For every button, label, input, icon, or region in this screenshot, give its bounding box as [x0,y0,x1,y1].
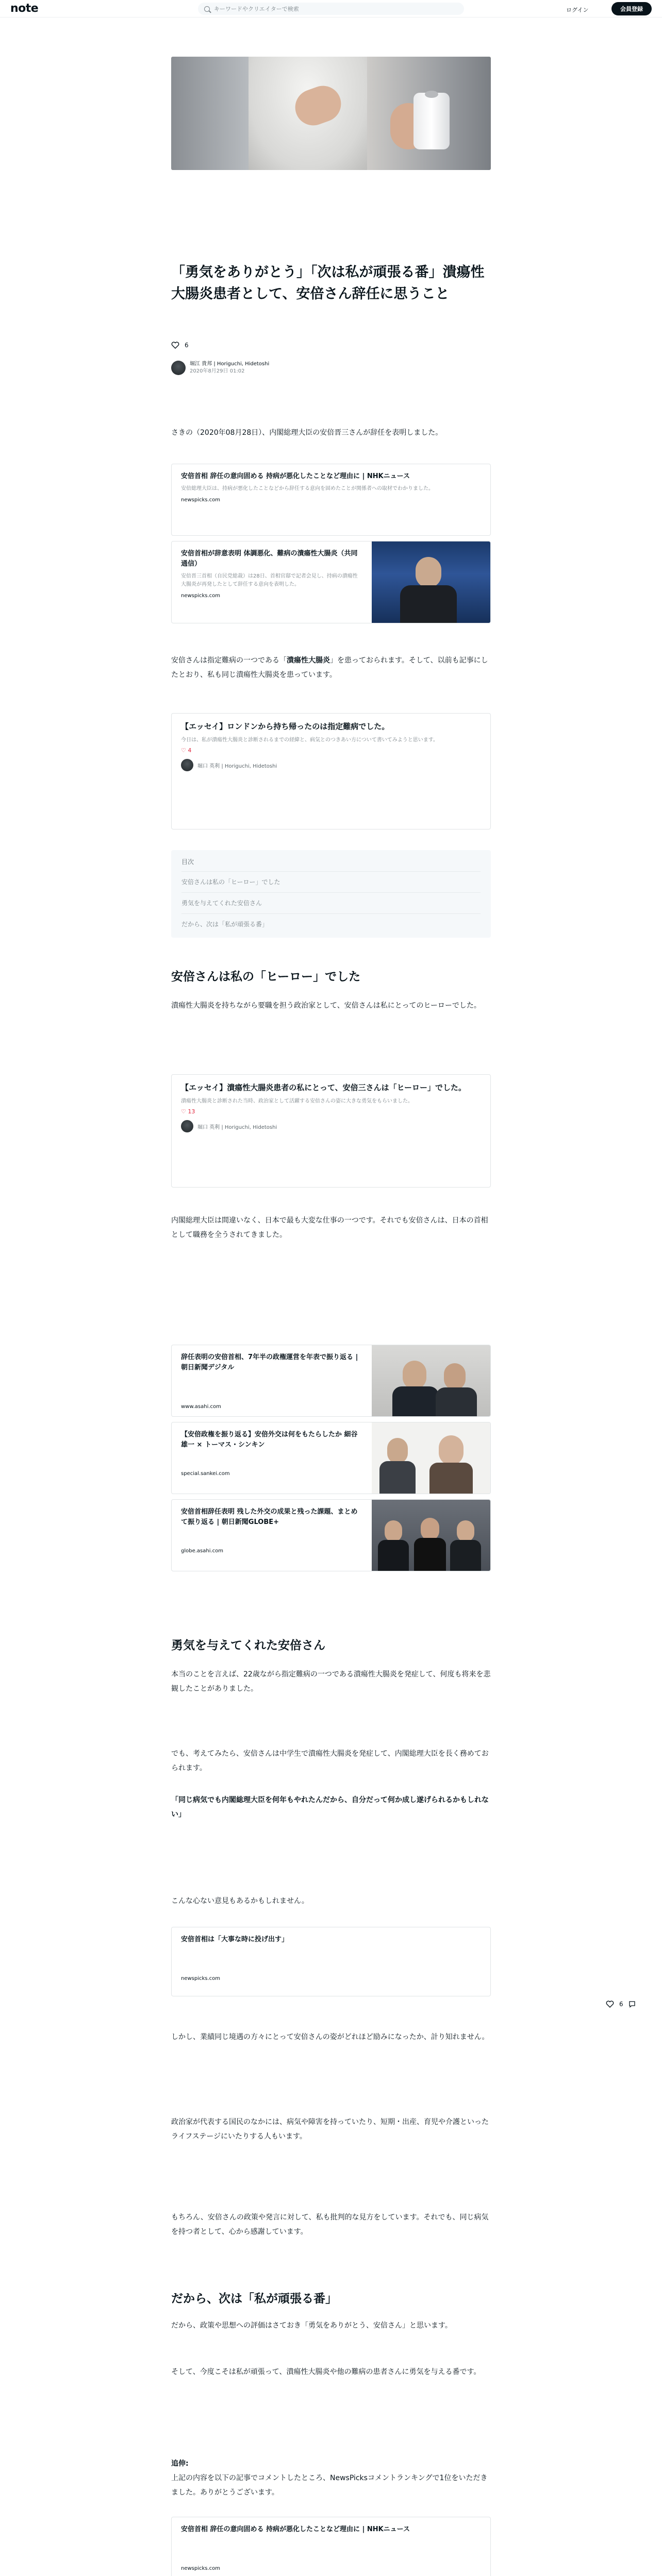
addendum-heading: 追伸: [171,2460,189,2468]
paragraph: 内閣総理大臣は間違いなく、日本で最も大変な仕事の一つです。それでも安倍さんは、日本の首相として職務を全うされてきました。 [171,1216,488,1239]
link-card-title: 辞任表明の安倍首相、7年半の政権運営を年表で振り返る | 朝日新聞デジタル [181,1353,358,1371]
like-row [171,342,189,349]
note-embed-card[interactable] [171,1074,491,1188]
floating-actions [606,2001,636,2008]
like-count: 6 [185,342,189,349]
note-embed-author [181,759,481,771]
article-title: 「勇気をありがとう」「次は私が頑張る番」潰瘍性大腸炎患者として、安倍さん辞任に思うこと [171,264,485,302]
link-card[interactable] [171,464,491,536]
hero-toilet-roll [413,93,450,149]
search-placeholder: キーワードやクリエイターで検索 [214,6,299,12]
paragraph: さきの（2020年08月28日）、内閣総理大臣の安倍晋三さんが辞任を表明しました。 [171,429,443,437]
link-card-title: 安倍首相が辞意表明 体調悪化、難病の潰瘍性大腸炎（共同通信） [181,550,358,568]
link-card-url: newspicks.com [181,1976,221,1981]
heart-icon[interactable] [606,2001,614,2008]
paragraph-bold: 「同じ病気でも内閣総理大臣を何年もやれたんだから、自分だって何か成し遂げられるかもしれない」 [171,1796,489,1819]
link-card[interactable] [171,1345,491,1417]
toc-heading: 目次 [181,858,194,866]
toc-item[interactable]: だから、次は「私が頑張る番」 [181,913,481,935]
note-embed-likes: ♡ 13 [181,1108,195,1115]
link-card-title: 【安倍政権を振り返る】安倍外交は何をもたらしたか 細谷雄一 × トーマス・シンキン [181,1431,358,1449]
toc-item[interactable]: 勇気を与えてくれた安倍さん [181,892,481,913]
text-span: 」を患っておられます。そして、以前も記事にしたとおり、私も同じ潰瘍性大腸炎を患っています。 [171,656,488,679]
link-card[interactable] [171,1422,491,1494]
link-card[interactable] [171,1499,491,1571]
note-embed-title: 【エッセイ】潰瘍性大腸炎患者の私にとって、安倍三さんは「ヒーロー」でした。 [181,1083,467,1092]
floating-like-count: 6 [619,2001,623,2008]
note-embed-author [181,1120,481,1132]
author-name[interactable]: 堀江 貴邦 | Horiguchi, Hidetoshi [190,361,270,367]
paragraph: 潰瘍性大腸炎を持ちながら要職を担う政治家として、安倍さんは私にとってのヒーローでした。 [171,1002,481,1010]
top-bar [0,0,662,18]
paragraph: しかし、業績同じ境遇の方々にとって安倍さんの姿がどれほど励みになったか、計り知れません。 [171,2033,489,2041]
link-card-title: 安倍首相辞任表明 残した外交の成果と残った課題、まとめて振り返る | 朝日新聞GLOBE+ [181,1508,358,1526]
link-card-title: 安倍首相は「大事な時に投げ出す」 [181,1936,289,1943]
link-card-url: special.sankei.com [181,1471,230,1477]
link-card-title: 安倍首相 辞任の意向固める 持病が悪化したことなど理由に | NHKニュース [181,472,410,480]
link-card[interactable] [171,1927,491,1996]
section-heading: だから、次は「私が頑張る番」 [171,2292,337,2306]
link-card-desc: 安倍晋三首相（自民党総裁）は28日、首相官邸で記者会見し、持病の潰瘍性大腸炎が再発したとして辞任する意向を表明した。 [181,573,358,587]
note-embed-desc: 潰瘍性大腸炎と診断された当時、政治家として活躍する安倍さんの姿に大きな勇気をもらいました。 [181,1098,413,1104]
avatar[interactable] [171,361,186,375]
note-embed-likes: ♡ 4 [181,747,192,754]
paragraph: だから、政策や思想への評価はさておき「勇気をありがとう、安倍さん」と思います。 [171,2321,452,2330]
link-card-desc: 安倍総理大臣は、持病が悪化したことなどから辞任する意向を固めたことが関係者への取材でわかりました。 [181,486,434,492]
signup-button[interactable]: 会員登録 [611,2,652,15]
link-card[interactable] [171,2517,491,2576]
table-of-contents [171,850,491,938]
login-link[interactable]: ログイン [566,7,589,13]
link-card[interactable] [171,541,491,623]
avatar [181,759,193,771]
paragraph: 上記の内容を以下の記事でコメントしたところ、NewsPicksコメントランキングで1位をいただきました。ありがとうございます。 [171,2474,488,2497]
paragraph: 本当のことを言えば、22歳ながら指定難病の一つである潰瘍性大腸炎を発症して、何度も将来を悲観したことがありました。 [171,1670,491,1693]
note-embed-title: 【エッセイ】ロンドンから持ち帰ったのは指定難病でした。 [181,722,390,731]
author-row[interactable] [171,361,269,375]
paragraph: でも、考えてみたら、安倍さんは中学生で潰瘍性大腸炎を発症して、内閣総理大臣を長く務めておられます。 [171,1750,489,1772]
heart-icon[interactable] [171,342,179,349]
hero-image [171,57,491,170]
link-card-url: newspicks.com [181,497,221,503]
link-card-thumbnail [372,541,490,623]
toc-item[interactable]: 安倍さんは私の「ヒーロー」でした [181,871,481,892]
section-heading: 安倍さんは私の「ヒーロー」でした [171,970,361,984]
link-card-thumbnail [372,1500,490,1571]
paragraph: こんな心ない意見もあるかもしれません。 [171,1897,309,1905]
comment-icon[interactable] [628,2001,636,2008]
search-input[interactable] [198,3,464,15]
note-embed-card[interactable] [171,713,491,829]
note-logo[interactable]: note [10,2,39,15]
link-card-title: 安倍首相 辞任の意向固める 持病が悪化したことなど理由に | NHKニュース [181,2526,410,2533]
section-heading: 勇気を与えてくれた安倍さん [171,1639,325,1652]
publish-date: 2020年8月29日 01:02 [190,368,245,374]
note-embed-author-name: 堀口 英利 | Horiguchi, Hidetoshi [197,763,277,769]
link-card-thumbnail [372,1345,490,1416]
link-card-url: newspicks.com [181,2566,221,2571]
paragraph [171,653,491,682]
bold-span: 潰瘍性大腸炎 [287,656,330,665]
paragraph: 政治家が代表する国民のなかには、病気や障害を持っていたり、短期・出産、育児や介護といったライフステージにいたりする人もいます。 [171,2118,489,2141]
link-card-url: globe.asahi.com [181,1548,224,1554]
note-embed-author-name: 堀口 英利 | Horiguchi, Hidetoshi [197,1124,277,1130]
note-embed-desc: 今日は、私が潰瘍性大腸炎と診断されるまでの経緯と、病気とのつきあい方について書いてみようと思います。 [181,737,438,743]
avatar [181,1120,193,1132]
link-card-thumbnail [372,1422,490,1494]
paragraph: もちろん、安倍さんの政策や発言に対して、私も批判的な見方をしています。それでも、同じ病気を持つ者として、心から感謝しています。 [171,2213,489,2236]
text-span: 安倍さんは指定難病の一つである「 [171,656,287,665]
search-icon [204,6,210,12]
link-card-url: www.asahi.com [181,1404,221,1410]
link-card-url: newspicks.com [181,593,221,599]
paragraph: そして、今度こそは私が頑張って、潰瘍性大腸炎や他の難病の患者さんに勇気を与える番です。 [171,2368,481,2376]
